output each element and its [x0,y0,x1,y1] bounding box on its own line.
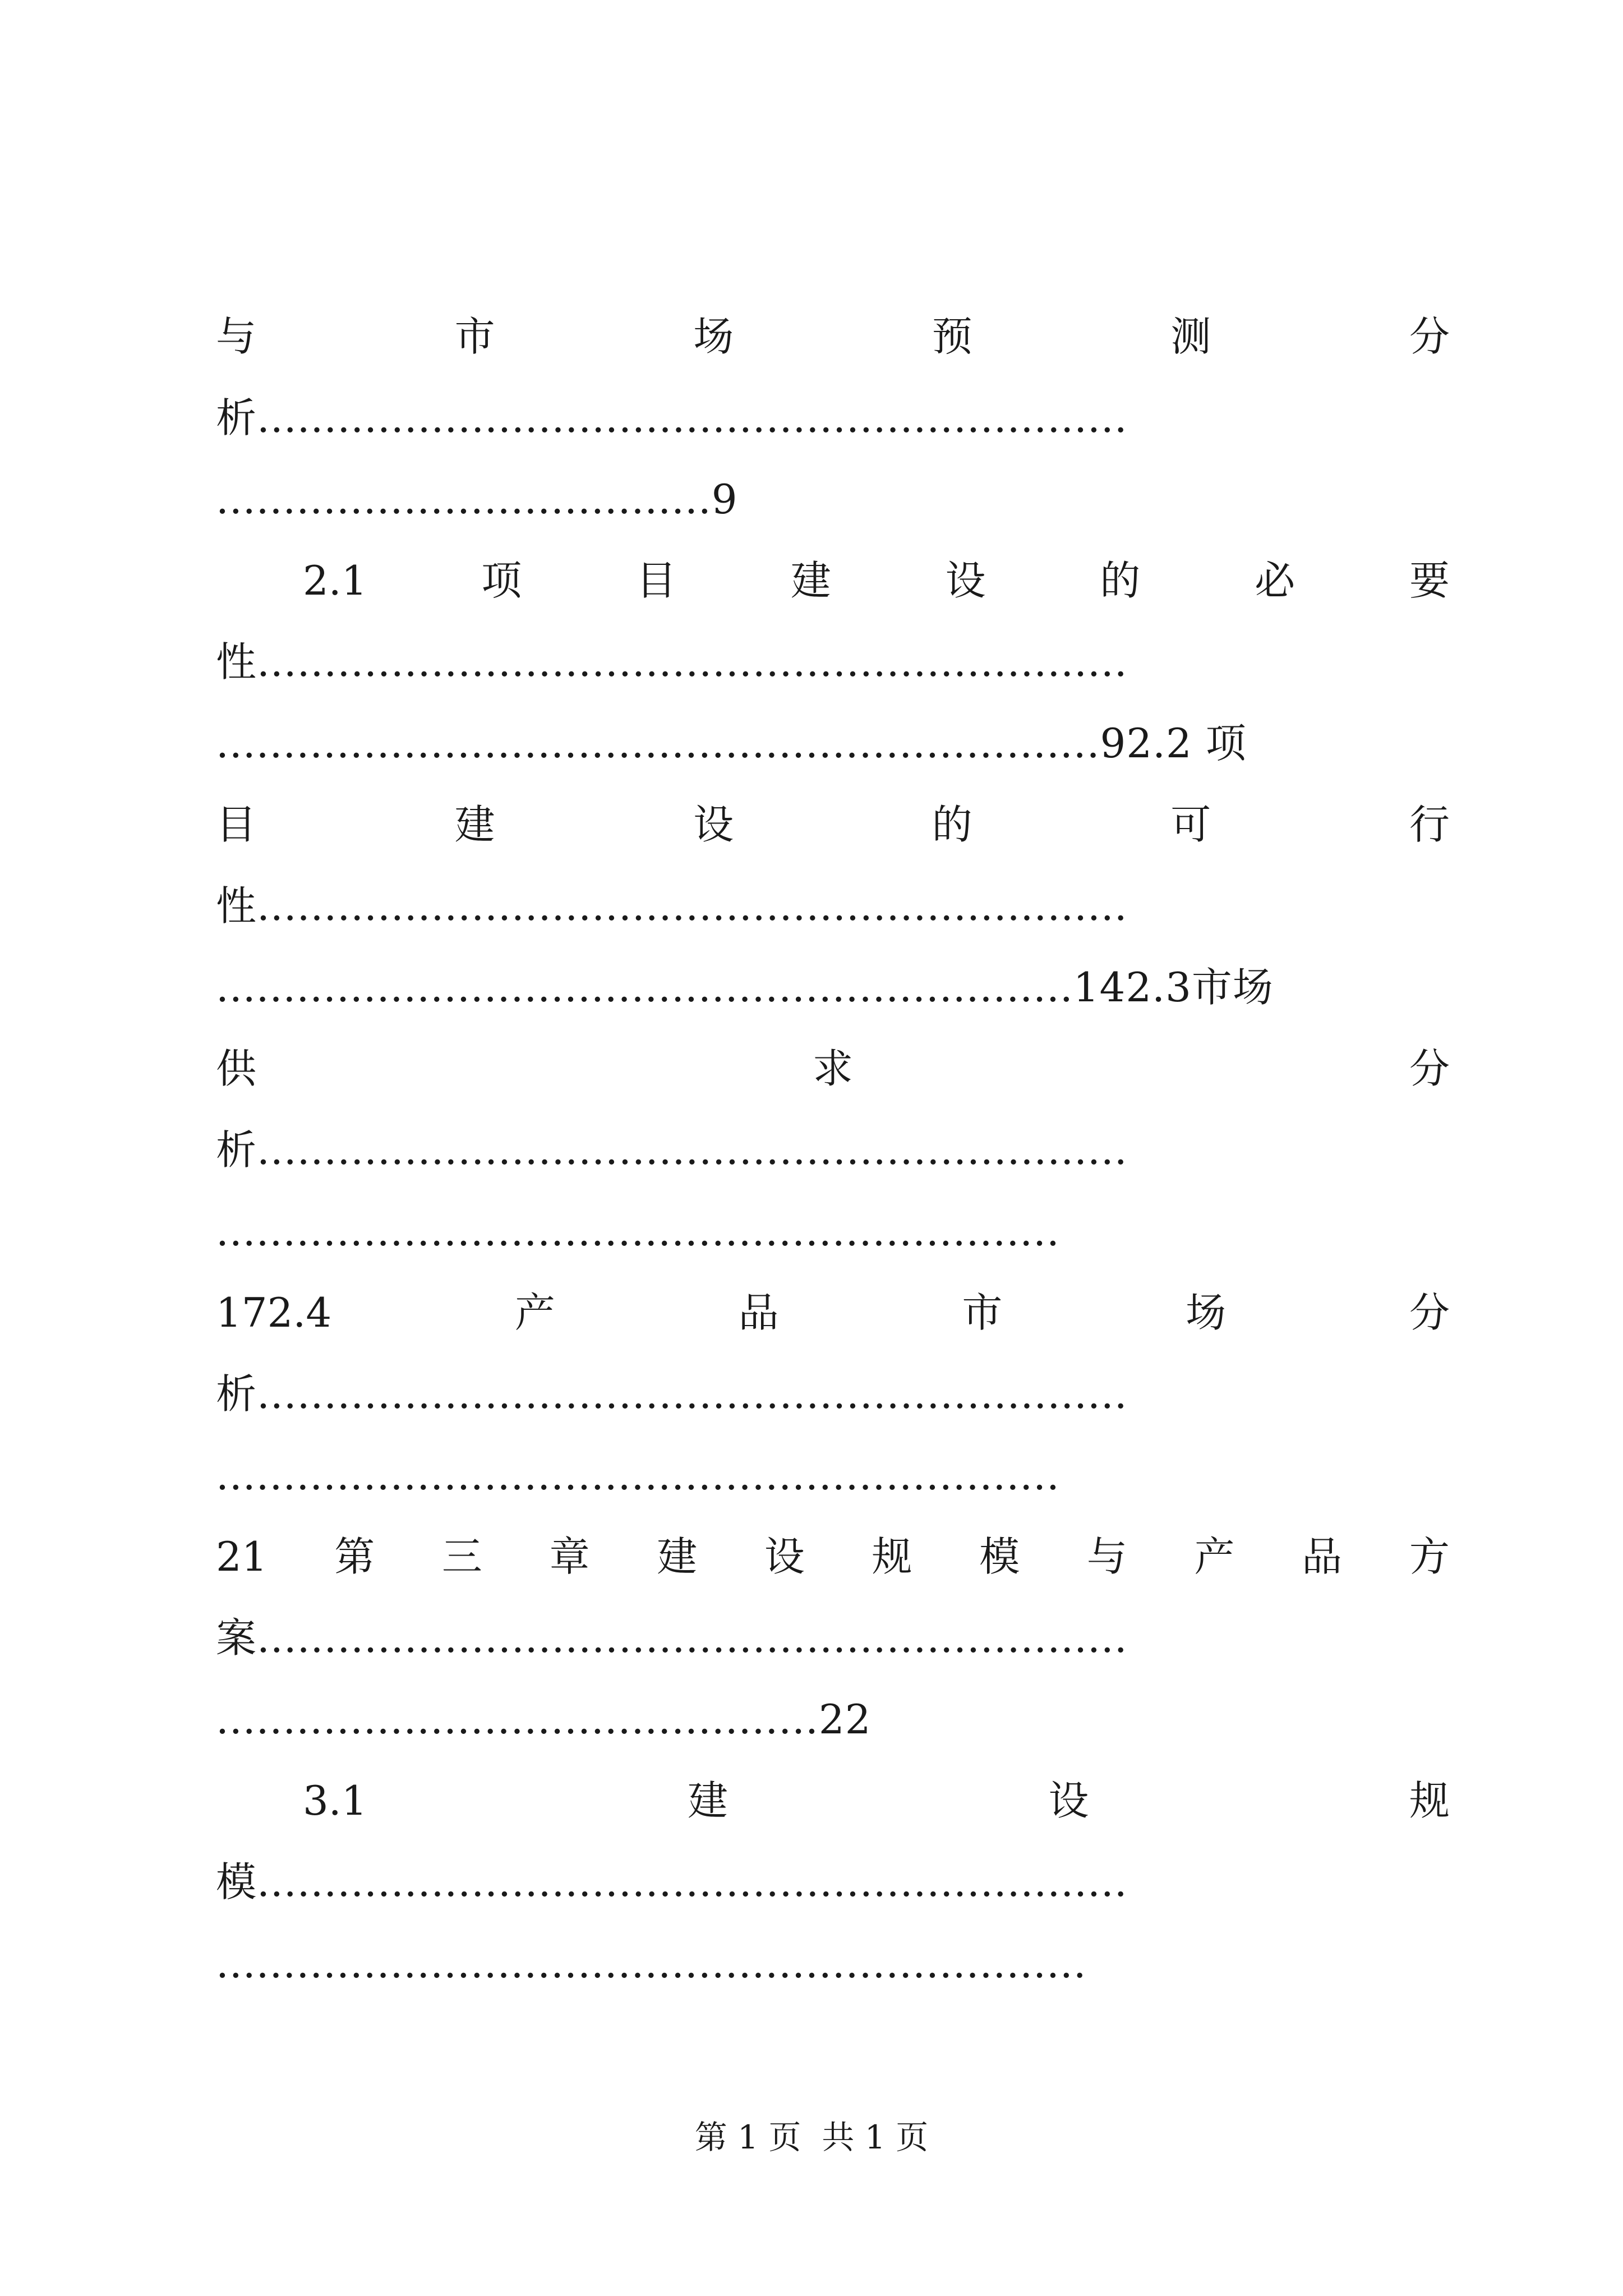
toc-line-14: 析................................................................. [216,1370,1128,1418]
toc-word: 建 [454,801,495,848]
toc-word: 方 [1409,1533,1450,1580]
toc-word: 市 [962,1289,1003,1336]
toc-line-13 [216,1282,1450,1343]
toc-word: 建 [687,1777,728,1824]
toc-word: 与 [216,313,257,360]
toc-word: 建 [790,557,831,604]
toc-page-number: 21 [216,1533,268,1580]
toc-line-8: 性................................................................. [216,882,1128,930]
toc-line-6: ..................................................................92.2 项 [216,720,1247,767]
toc-word: 场 [693,313,734,360]
toc-word: 测 [1170,313,1211,360]
toc-word: 目 [216,801,257,848]
toc-word: 分 [1409,313,1450,360]
toc-page-number: 172.4 [216,1289,332,1336]
toc-word: 要 [1409,557,1450,604]
toc-word: 的 [932,801,972,848]
toc-line-20: 模................................................................. [216,1858,1128,1906]
toc-word: 行 [1409,801,1450,848]
toc-word: 产 [1194,1533,1235,1580]
toc-line-16 [216,1526,1450,1588]
toc-word: 三 [441,1533,482,1580]
page-footer: 第 1 页 共 1 页 [694,2118,929,2156]
toc-word: 建 [657,1533,698,1580]
toc-line-9: ................................................................142.3市场 [216,964,1274,1011]
toc-line-3: .....................................9 [216,476,738,523]
toc-word: 目 [636,557,677,604]
toc-line-17: 案................................................................. [216,1614,1128,1662]
toc-word: 产 [514,1289,555,1336]
toc-word: 求 [812,1045,853,1092]
toc-line-11: 析................................................................. [216,1126,1128,1174]
toc-word: 规 [1409,1777,1450,1824]
toc-word: 设 [945,557,986,604]
toc-word: 可 [1170,801,1211,848]
toc-section-number: 2.1 [303,557,367,604]
toc-word: 供 [216,1045,257,1092]
toc-word: 与 [1086,1533,1127,1580]
toc-word: 设 [693,801,734,848]
toc-word: 设 [764,1533,805,1580]
toc-section-number: 3.1 [303,1777,367,1824]
toc-word: 必 [1255,557,1295,604]
toc-line-19 [303,1770,1450,1832]
toc-line-2: 析................................................................. [216,394,1128,441]
toc-word: 第 [334,1533,375,1580]
toc-word: 品 [1302,1533,1343,1580]
toc-line-4 [303,550,1450,611]
toc-line-12: ............................................................... [216,1208,1060,1255]
toc-word: 项 [481,557,522,604]
toc-line-10 [216,1038,1450,1099]
toc-word: 分 [1409,1045,1450,1092]
toc-word: 分 [1409,1289,1450,1336]
toc-line-1 [216,306,1450,367]
toc-word: 章 [549,1533,590,1580]
toc-word: 模 [979,1533,1020,1580]
toc-word: 设 [1048,1777,1089,1824]
toc-word: 预 [932,313,972,360]
toc-word: 市 [454,313,495,360]
toc-line-7 [216,794,1450,855]
toc-line-5: 性................................................................. [216,638,1128,685]
toc-word: 的 [1100,557,1141,604]
toc-word: 品 [738,1289,779,1336]
toc-line-15: ............................................................... [216,1452,1060,1499]
toc-word: 场 [1186,1289,1227,1336]
toc-word: 规 [872,1533,912,1580]
toc-line-21: ................................................................. [216,1940,1087,1987]
toc-line-18: .............................................22 [216,1696,872,1743]
